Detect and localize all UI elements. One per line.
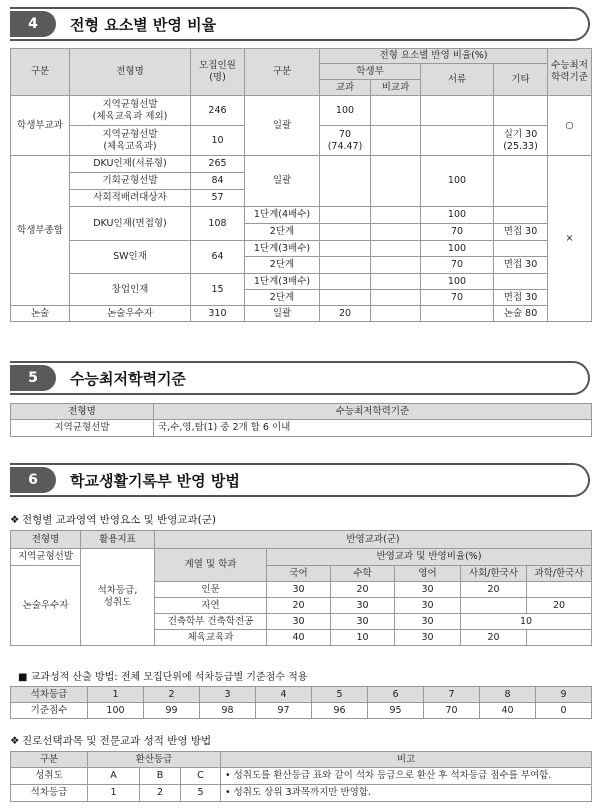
cell	[461, 598, 527, 614]
subject-ratio: 70 (74.47)	[320, 126, 371, 156]
th-category: 구분	[11, 49, 70, 96]
th-etc: 기타	[494, 64, 548, 96]
ratio-table	[10, 48, 592, 322]
empty-cell	[371, 224, 421, 241]
grade-cell: 6	[368, 687, 424, 703]
empty-cell	[371, 274, 421, 290]
empty-cell	[371, 290, 421, 306]
empty-cell	[494, 156, 548, 207]
recruit-count: 15	[191, 274, 245, 306]
score-cell: 40	[480, 703, 536, 719]
subject-table	[10, 530, 592, 646]
empty-cell	[371, 96, 421, 126]
cell: 1	[88, 785, 140, 802]
stage: 일괄	[245, 96, 320, 156]
cell: 20	[527, 598, 592, 614]
etc-ratio: 실기 30 (25.33)	[494, 126, 548, 156]
th-type: 전형명	[11, 404, 154, 420]
etc-ratio: 면접 30	[494, 257, 548, 274]
bullet-line	[18, 668, 307, 683]
etc-ratio: 면접 30	[494, 290, 548, 306]
dept: 인문	[155, 582, 267, 598]
th-documents: 서류	[421, 64, 494, 96]
empty-cell	[494, 207, 548, 224]
grade-cell: 8	[480, 687, 536, 703]
section-title: 전형 요소별 반영 비율	[70, 16, 217, 34]
th-subjects: 반영교과(군)	[155, 531, 592, 549]
empty-cell	[320, 156, 371, 207]
empty-cell	[320, 274, 371, 290]
stage: 1단계(4배수)	[245, 207, 320, 224]
grade-cell: 4	[256, 687, 312, 703]
type-name: 창업인재	[70, 274, 191, 306]
dept: 건축학부 건축학전공	[155, 614, 267, 630]
dept: 체육교육과	[155, 630, 267, 646]
th-nonsubject: 비교과	[371, 80, 421, 96]
th-ratio: 반영교과 및 반영비율(%)	[267, 549, 592, 566]
empty-cell	[494, 274, 548, 290]
type-name: 지역균형선발 (체육교육과)	[70, 126, 191, 156]
cell: 40	[267, 630, 331, 646]
stage: 2단계	[245, 290, 320, 306]
th-index: 활용지표	[81, 531, 155, 549]
cell	[527, 582, 592, 598]
th-converted: 환산등급	[88, 752, 221, 768]
note: • 성취도 상위 3과목까지만 반영함.	[221, 785, 592, 802]
empty-cell	[371, 306, 421, 322]
empty-cell	[421, 96, 494, 126]
recruit-count: 64	[191, 241, 245, 274]
section-title: 수능최저학력기준	[70, 370, 186, 388]
stage: 2단계	[245, 257, 320, 274]
row-label: 성취도	[11, 768, 88, 785]
empty-cell	[320, 290, 371, 306]
th-col: 수학	[331, 566, 395, 582]
empty-cell	[371, 126, 421, 156]
subheading-1	[10, 512, 216, 527]
stage: 일괄	[245, 306, 320, 322]
cell: 30	[395, 614, 461, 630]
type-name: SW인재	[70, 241, 191, 274]
recruit-count: 108	[191, 207, 245, 241]
cell: 30	[395, 630, 461, 646]
empty-cell	[421, 306, 494, 322]
minimum-mark: ×	[548, 156, 592, 322]
section-number: 5	[10, 365, 56, 391]
th-type: 전형명	[70, 49, 191, 96]
square-bullet-icon: ■	[18, 672, 31, 683]
recruit-count: 84	[191, 173, 245, 190]
th-ratio: 전형 요소별 반영 비율(%)	[320, 49, 548, 64]
doc-ratio: 70	[421, 257, 494, 274]
th-recruit: 모집인원 (명)	[191, 49, 245, 96]
cat-comprehensive: 학생부종합	[11, 156, 70, 306]
score-cell: 95	[368, 703, 424, 719]
diamond-arrow-icon: ❖	[10, 514, 20, 526]
empty-cell	[371, 207, 421, 224]
th-dept: 계열 및 학과	[155, 549, 267, 582]
etc-ratio: 면접 30	[494, 224, 548, 241]
minimum-mark: ○	[548, 96, 592, 156]
cell: 30	[331, 598, 395, 614]
stage: 2단계	[245, 224, 320, 241]
th-note: 비고	[221, 752, 592, 768]
empty-cell	[421, 126, 494, 156]
cell: 20	[461, 630, 527, 646]
empty-cell	[371, 257, 421, 274]
empty-cell	[320, 241, 371, 257]
dept: 자연	[155, 598, 267, 614]
th-col: 국어	[267, 566, 331, 582]
cat-essay: 논술	[11, 306, 70, 322]
score-cell: 100	[88, 703, 144, 719]
type-name: 논술우수자	[11, 566, 81, 646]
th-col: 사회/한국사	[461, 566, 527, 582]
type-name: 논술우수자	[70, 306, 191, 322]
subheading-text: 진로선택과목 및 전문교과 성적 반영 방법	[22, 735, 212, 747]
cell: 30	[267, 614, 331, 630]
section-number: 6	[10, 467, 56, 493]
minimum-rule: 국,수,영,탐(1) 중 2개 합 6 이내	[154, 420, 592, 437]
type-name: 지역균형선발	[11, 549, 81, 566]
cell: B	[140, 768, 181, 785]
doc-ratio: 70	[421, 224, 494, 241]
cell: 20	[267, 598, 331, 614]
grade-cell: 9	[536, 687, 592, 703]
subject-ratio: 20	[320, 306, 371, 322]
score-cell: 98	[200, 703, 256, 719]
grade-table	[10, 686, 592, 719]
type-name: DKU인재(면접형)	[70, 207, 191, 241]
recruit-count: 57	[191, 190, 245, 207]
type-name: DKU인재(서류형)	[70, 156, 191, 173]
doc-ratio: 100	[421, 207, 494, 224]
bullet-text: 교과성적 산출 방법: 전체 모집단위에 석차등급별 기준점수 적용	[30, 672, 308, 683]
cell: 30	[395, 582, 461, 598]
subheading-2	[10, 733, 211, 748]
type-name: 기회균형선발	[70, 173, 191, 190]
section-6-header	[10, 463, 590, 497]
type-name: 지역균형선발 (체육교육과 제외)	[70, 96, 191, 126]
recruit-count: 10	[191, 126, 245, 156]
type-name: 사회적배려대상자	[70, 190, 191, 207]
th-grade: 석차등급	[11, 687, 88, 703]
stage: 1단계(3배수)	[245, 274, 320, 290]
note: • 성취도를 환산등급 표와 같이 석차 등급으로 환산 후 석차등급 점수를 부여함.	[221, 768, 592, 785]
doc-ratio: 100	[421, 156, 494, 207]
etc-ratio: 논술 80	[494, 306, 548, 322]
th-minimum: 수능최저학력기준	[154, 404, 592, 420]
stage: 일괄	[245, 156, 320, 207]
grade-cell: 3	[200, 687, 256, 703]
cell: 10	[331, 630, 395, 646]
cell: 2	[140, 785, 181, 802]
subject-ratio: 100	[320, 96, 371, 126]
subheading-text: 전형별 교과영역 반영요소 및 반영교과(군)	[22, 514, 216, 526]
doc-ratio: 70	[421, 290, 494, 306]
score-cell: 97	[256, 703, 312, 719]
empty-cell	[320, 224, 371, 241]
cell: C	[181, 768, 221, 785]
cell	[527, 630, 592, 646]
recruit-count: 265	[191, 156, 245, 173]
cell: A	[88, 768, 140, 785]
stage: 1단계(3배수)	[245, 241, 320, 257]
th-score: 기준점수	[11, 703, 88, 719]
recruit-count: 246	[191, 96, 245, 126]
score-cell: 0	[536, 703, 592, 719]
empty-cell	[320, 257, 371, 274]
empty-cell	[371, 241, 421, 257]
cell: 30	[267, 582, 331, 598]
conversion-table	[10, 751, 592, 802]
row-label: 석차등급	[11, 785, 88, 802]
cell: 20	[331, 582, 395, 598]
score-cell: 70	[424, 703, 480, 719]
cell: 10	[461, 614, 592, 630]
th-col: 영어	[395, 566, 461, 582]
empty-cell	[371, 156, 421, 207]
score-cell: 99	[144, 703, 200, 719]
cell: 20	[461, 582, 527, 598]
index-value: 석차등급, 성취도	[81, 549, 155, 646]
grade-cell: 2	[144, 687, 200, 703]
th-record: 학생부	[320, 64, 421, 80]
empty-cell	[494, 241, 548, 257]
doc-ratio: 100	[421, 274, 494, 290]
th-stage: 구분	[245, 49, 320, 96]
grade-cell: 5	[312, 687, 368, 703]
empty-cell	[320, 207, 371, 224]
th-category: 구분	[11, 752, 88, 768]
th-minimum: 수능최저 학력기준	[548, 49, 592, 96]
section-5-header	[10, 361, 590, 395]
section-title: 학교생활기록부 반영 방법	[70, 472, 240, 490]
doc-ratio: 100	[421, 241, 494, 257]
th-subject: 교과	[320, 80, 371, 96]
type-name: 지역균형선발	[11, 420, 154, 437]
section-number: 4	[10, 11, 56, 37]
diamond-arrow-icon: ❖	[10, 735, 20, 747]
th-type: 전형명	[11, 531, 81, 549]
cell: 30	[395, 598, 461, 614]
cell: 5	[181, 785, 221, 802]
cell: 30	[331, 614, 395, 630]
section-4-header	[10, 7, 590, 41]
th-col: 과학/한국사	[527, 566, 592, 582]
recruit-count: 310	[191, 306, 245, 322]
grade-cell: 1	[88, 687, 144, 703]
grade-cell: 7	[424, 687, 480, 703]
minimum-table	[10, 403, 592, 437]
empty-cell	[494, 96, 548, 126]
score-cell: 96	[312, 703, 368, 719]
cat-subject: 학생부교과	[11, 96, 70, 156]
